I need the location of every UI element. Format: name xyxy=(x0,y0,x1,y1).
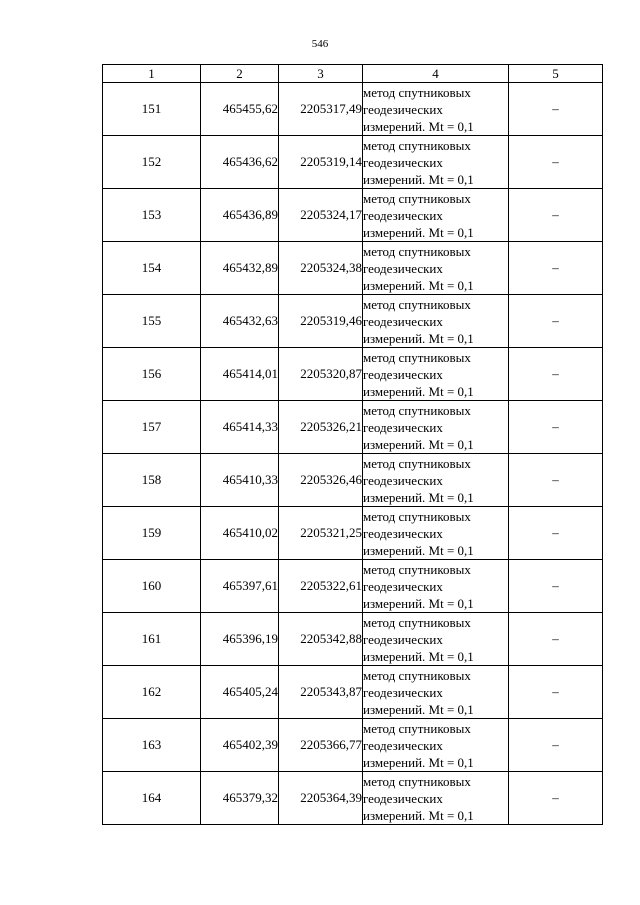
method-text-line: геодезических xyxy=(363,472,443,488)
note-cell: – xyxy=(509,772,603,825)
method-cell xyxy=(363,772,509,825)
x-coordinate-cell: 465410,02 xyxy=(201,507,279,560)
column-header: 1 xyxy=(103,65,201,83)
note-cell: – xyxy=(509,613,603,666)
method-text-line: измерений. Mt = 0,1 xyxy=(363,807,474,823)
method-text-line: измерений. Mt = 0,1 xyxy=(363,489,474,505)
table-body xyxy=(103,83,603,825)
method-text-line: измерений. Mt = 0,1 xyxy=(363,436,474,452)
page-number: 546 xyxy=(311,38,329,50)
method-text-line: геодезических xyxy=(363,525,443,541)
y-coordinate-cell: 2205342,88 xyxy=(279,613,363,666)
table-row xyxy=(103,454,603,507)
point-number-cell: 156 xyxy=(103,348,201,401)
x-coordinate-cell: 465455,62 xyxy=(201,83,279,136)
y-coordinate-cell: 2205324,17 xyxy=(279,189,363,242)
note-cell: – xyxy=(509,295,603,348)
table-row xyxy=(103,772,603,825)
x-coordinate-cell: 465396,19 xyxy=(201,613,279,666)
method-text-line: геодезических xyxy=(363,101,443,117)
method-cell xyxy=(363,242,509,295)
y-coordinate-cell: 2205364,39 xyxy=(279,772,363,825)
note-cell: – xyxy=(509,719,603,772)
note-cell: – xyxy=(509,507,603,560)
table-header-row xyxy=(103,65,603,83)
method-text-line: измерений. Mt = 0,1 xyxy=(363,542,474,558)
note-cell: – xyxy=(509,454,603,507)
method-text-line: метод спутниковых xyxy=(363,84,471,100)
method-text-line: геодезических xyxy=(363,684,443,700)
column-header: 3 xyxy=(279,65,363,83)
table-row xyxy=(103,719,603,772)
method-text-line: геодезических xyxy=(363,419,443,435)
method-text-line: метод спутниковых xyxy=(363,190,471,206)
method-text-line: метод спутниковых xyxy=(363,455,471,471)
method-text-line: измерений. Mt = 0,1 xyxy=(363,330,474,346)
method-cell xyxy=(363,560,509,613)
point-number-cell: 157 xyxy=(103,401,201,454)
method-cell xyxy=(363,295,509,348)
note-cell: – xyxy=(509,83,603,136)
method-text-line: геодезических xyxy=(363,260,443,276)
method-text-line: геодезических xyxy=(363,790,443,806)
y-coordinate-cell: 2205321,25 xyxy=(279,507,363,560)
table-row xyxy=(103,83,603,136)
method-text-line: геодезических xyxy=(363,154,443,170)
method-cell xyxy=(363,613,509,666)
method-text-line: измерений. Mt = 0,1 xyxy=(363,118,474,134)
method-text-line: метод спутниковых xyxy=(363,243,471,259)
y-coordinate-cell: 2205343,87 xyxy=(279,666,363,719)
y-coordinate-cell: 2205326,21 xyxy=(279,401,363,454)
table-row xyxy=(103,666,603,719)
x-coordinate-cell: 465410,33 xyxy=(201,454,279,507)
method-text-line: измерений. Mt = 0,1 xyxy=(363,754,474,770)
method-text-line: геодезических xyxy=(363,313,443,329)
table-row xyxy=(103,401,603,454)
method-cell xyxy=(363,666,509,719)
note-cell: – xyxy=(509,242,603,295)
table-row xyxy=(103,242,603,295)
note-cell: – xyxy=(509,666,603,719)
table-row xyxy=(103,295,603,348)
method-text-line: геодезических xyxy=(363,631,443,647)
method-text-line: метод спутниковых xyxy=(363,349,471,365)
x-coordinate-cell: 465436,62 xyxy=(201,136,279,189)
method-text-line: измерений. Mt = 0,1 xyxy=(363,701,474,717)
method-text-line: метод спутниковых xyxy=(363,614,471,630)
method-cell xyxy=(363,507,509,560)
x-coordinate-cell: 465436,89 xyxy=(201,189,279,242)
x-coordinate-cell: 465414,33 xyxy=(201,401,279,454)
method-text-line: метод спутниковых xyxy=(363,667,471,683)
point-number-cell: 163 xyxy=(103,719,201,772)
table-row xyxy=(103,507,603,560)
point-number-cell: 161 xyxy=(103,613,201,666)
method-text-line: метод спутниковых xyxy=(363,773,471,789)
y-coordinate-cell: 2205319,46 xyxy=(279,295,363,348)
method-cell xyxy=(363,454,509,507)
method-text-line: метод спутниковых xyxy=(363,137,471,153)
method-text-line: метод спутниковых xyxy=(363,561,471,577)
y-coordinate-cell: 2205322,61 xyxy=(279,560,363,613)
note-cell: – xyxy=(509,348,603,401)
method-text-line: измерений. Mt = 0,1 xyxy=(363,648,474,664)
method-cell xyxy=(363,189,509,242)
note-cell: – xyxy=(509,401,603,454)
method-cell xyxy=(363,348,509,401)
method-text-line: измерений. Mt = 0,1 xyxy=(363,383,474,399)
method-cell xyxy=(363,83,509,136)
point-number-cell: 153 xyxy=(103,189,201,242)
method-text-line: геодезических xyxy=(363,366,443,382)
column-header: 4 xyxy=(363,65,509,83)
table-row xyxy=(103,348,603,401)
method-text-line: геодезических xyxy=(363,578,443,594)
point-number-cell: 158 xyxy=(103,454,201,507)
note-cell: – xyxy=(509,189,603,242)
x-coordinate-cell: 465379,32 xyxy=(201,772,279,825)
method-text-line: метод спутниковых xyxy=(363,720,471,736)
table-row xyxy=(103,189,603,242)
point-number-cell: 154 xyxy=(103,242,201,295)
point-number-cell: 164 xyxy=(103,772,201,825)
point-number-cell: 152 xyxy=(103,136,201,189)
x-coordinate-cell: 465397,61 xyxy=(201,560,279,613)
coordinates-table xyxy=(102,64,603,825)
y-coordinate-cell: 2205320,87 xyxy=(279,348,363,401)
y-coordinate-cell: 2205317,49 xyxy=(279,83,363,136)
point-number-cell: 159 xyxy=(103,507,201,560)
table-row xyxy=(103,613,603,666)
method-text-line: метод спутниковых xyxy=(363,508,471,524)
method-text-line: измерений. Mt = 0,1 xyxy=(363,224,474,240)
x-coordinate-cell: 465405,24 xyxy=(201,666,279,719)
method-cell xyxy=(363,136,509,189)
x-coordinate-cell: 465432,89 xyxy=(201,242,279,295)
method-cell xyxy=(363,401,509,454)
x-coordinate-cell: 465402,39 xyxy=(201,719,279,772)
point-number-cell: 155 xyxy=(103,295,201,348)
point-number-cell: 151 xyxy=(103,83,201,136)
x-coordinate-cell: 465414,01 xyxy=(201,348,279,401)
table-row xyxy=(103,136,603,189)
method-text-line: геодезических xyxy=(363,737,443,753)
method-text-line: измерений. Mt = 0,1 xyxy=(363,171,474,187)
y-coordinate-cell: 2205324,38 xyxy=(279,242,363,295)
point-number-cell: 162 xyxy=(103,666,201,719)
note-cell: – xyxy=(509,560,603,613)
column-header: 2 xyxy=(201,65,279,83)
method-text-line: измерений. Mt = 0,1 xyxy=(363,595,474,611)
method-text-line: метод спутниковых xyxy=(363,296,471,312)
point-number-cell: 160 xyxy=(103,560,201,613)
y-coordinate-cell: 2205366,77 xyxy=(279,719,363,772)
x-coordinate-cell: 465432,63 xyxy=(201,295,279,348)
method-text-line: измерений. Mt = 0,1 xyxy=(363,277,474,293)
method-text-line: метод спутниковых xyxy=(363,402,471,418)
table-row xyxy=(103,560,603,613)
y-coordinate-cell: 2205319,14 xyxy=(279,136,363,189)
method-text-line: геодезических xyxy=(363,207,443,223)
y-coordinate-cell: 2205326,46 xyxy=(279,454,363,507)
method-cell xyxy=(363,719,509,772)
column-header: 5 xyxy=(509,65,603,83)
note-cell: – xyxy=(509,136,603,189)
